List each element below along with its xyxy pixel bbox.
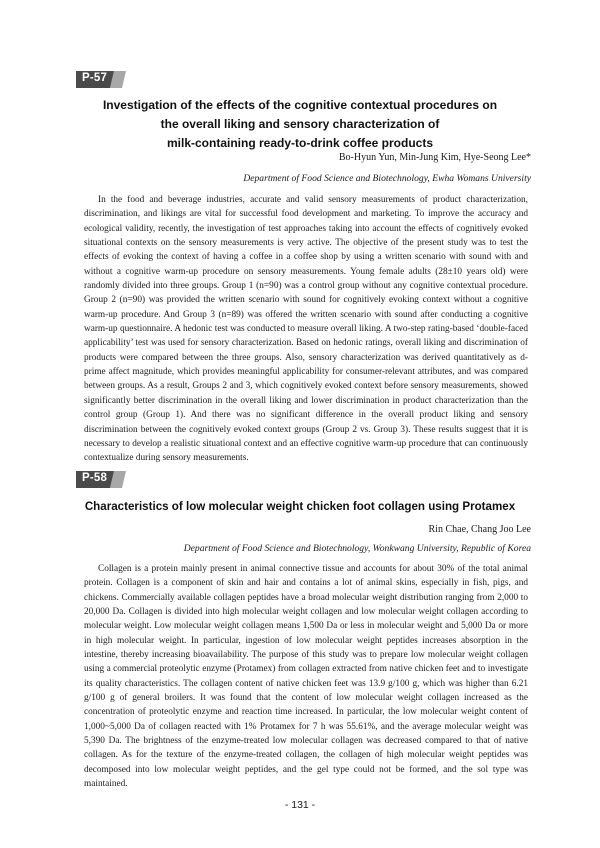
affiliation: Department of Food Science and Biotechnology, Wonkwang University, Republic of Korea [183, 543, 531, 554]
author-list: Rin Chae, Chang Joo Lee [428, 524, 531, 535]
badge-label: P-58 [82, 472, 108, 484]
title-line: the overall liking and sensory characterization of [160, 117, 440, 131]
abstract-body: In the food and beverage industries, accurate and valid sensory measurements of product characterization, discrimination, and likings are vital for successful food development and marketing. To improve the accuracy and ecological validity, recently, the investigation of test approaches taking into account the effects of cognitively evoked situational contexts on the sensory measurements is very active. The objective of the present study was to test the effects of evoking the context of having a coffee in a coffee shop by using a written scenario with sound with and without a cognitive warm-up procedure on sensory measurements. Young female adults (28±10 years old) were randomly divided into three groups. Group 1 (n=90) was a control group without any cognitive contextual procedure. Group 2 (n=90) was provided the written scenario with sound for cognitively evoking context without a cognitive warm-up procedure. And Group 3 (n=89) was offered the written scenario with sound after conducting a cognitive warm-up questionnaire. A hedonic test was conducted to measure overall liking. A two-step rating-based ‘double-faced applicability’ test was used for sensory characterization. Based on hedonic ratings, overall liking and discrimination of products were compared between the three groups. Also, sensory characterization was derived quantitatively as d-prime affect magnitude, which provides meaningful applicability for consumer-relevant attributes, and was compared between groups. As a result, Groups 2 and 3, which cognitively evoked context before sensory measurements, showed significantly better discrimination in the overall liking and lower discrimination in product characterization than the control group (Group 1). And there was no significant difference in the overall product liking and sensory discrimination between the cognitively evoked context groups (Group 2 vs. Group 3). These results suggest that it is necessary to develop a realistic situational context and an effective cognitive warm-up procedure that can continuously contextualize during sensory measurements. [84, 195, 528, 464]
author-list: Bo-Hyun Yun, Min-Jung Kim, Hye-Seong Lee* [338, 152, 531, 163]
abstract-title [60, 96, 540, 153]
affiliation: Department of Food Science and Biotechnology, Ewha Womans University [243, 173, 531, 184]
abstract-body: Collagen is a protein mainly present in animal connective tissue and accounts for about 30% of the total animal protein. Collagen is a component of skin and hair and contains a lot of animal skins, especially in fish, pigs, and chickens. Commercially available collagen peptides have a broad molecular weight distribution ranging from 2,000 to 20,000 Da. Collagen is divided into high molecular weight collagen and low molecular weight collagen according to molecular weight. Low molecular weight collagen means 1,500 Da or less in molecular weight and 5,000 Da or more in high molecular weight. In particular, ingestion of low molecular weight peptides increases absorption in the intestine, thereby increasing bioavailability. The purpose of this study was to prepare low molecular weight collagen using a commercial proteolytic enzyme (Protamex) from collagen extracted from native chicken feet and to investigate its quality characteristics. The collagen content of native chicken feet was 13.9 g/100 g, which was higher than 6.21 g/100 g of general broilers. It was found that the content of low molecular weight collagen increased as the concentration of proteolytic enzyme and reaction time increased. In particular, the low molecular weight content of 1,000~5,000 Da of collagen reacted with 1% Protamex for 7 h was 55.61%, and the average molecular weight was 5,390 Da. The brightness of the enzyme-treated low molecular collagen was decreased compared to that of native collagen. As for the texture of the enzyme-treated collagen, the collagen of high molecular weight peptides was decomposed into low molecular weight peptides, and the gel type could not be formed, and the sol type was maintained. [84, 564, 528, 790]
title-line: Characteristics of low molecular weight chicken foot collagen using Protamex [84, 500, 516, 513]
title-line: Investigation of the effects of the cognitive contextual procedures on [102, 98, 498, 112]
title-line: milk-containing ready-to-drink coffee products [166, 136, 434, 150]
abstract-title [60, 499, 540, 515]
page-number: - 131 - [284, 799, 316, 811]
badge-label: P-57 [82, 72, 108, 84]
